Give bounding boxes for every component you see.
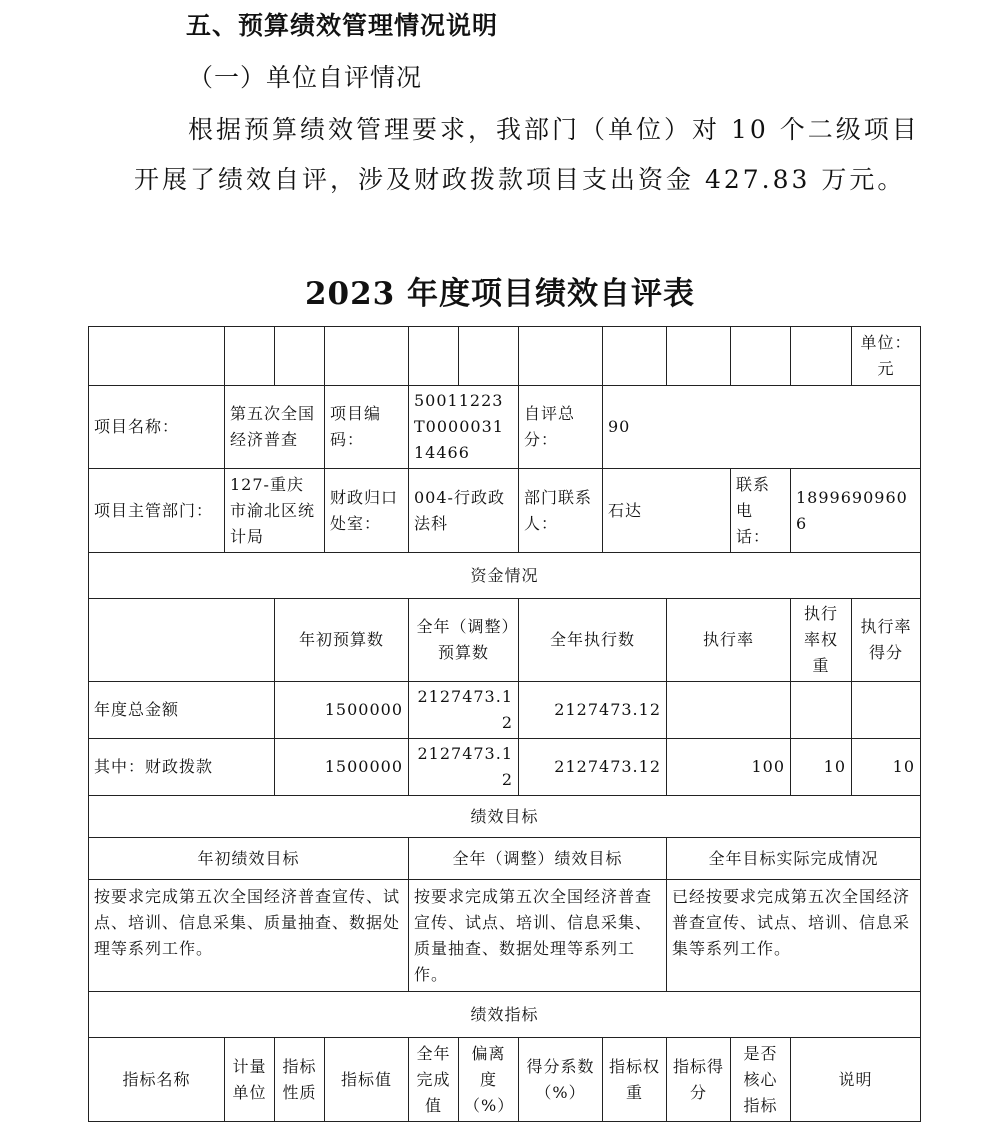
indicator-core-header: 是否核心指标: [731, 1038, 791, 1122]
empty-cell: [275, 327, 325, 386]
adjusted-goal-header: 全年（调整）绩效目标: [409, 838, 667, 880]
funds-section-row: [89, 553, 921, 599]
indicator-deviation-header: 偏离度（%）: [459, 1038, 519, 1122]
funds-section-title: 资金情况: [89, 553, 921, 599]
project-name-row: [89, 386, 921, 469]
initial-budget-header: 年初预算数: [275, 599, 409, 682]
contact-person-label: 部门联系人：: [519, 469, 603, 553]
initial-budget-value: 1500000: [275, 739, 409, 796]
adjusted-budget-value: 2127473.12: [409, 682, 519, 739]
execution-score-header: 执行率得分: [852, 599, 921, 682]
department-label: 项目主管部门：: [89, 469, 225, 553]
funds-row-label: 年度总金额: [89, 682, 275, 739]
indicators-section-title: 绩效指标: [89, 992, 921, 1038]
initial-budget-value: 1500000: [275, 682, 409, 739]
empty-cell: [603, 327, 667, 386]
self-score-label: 自评总分：: [519, 386, 603, 469]
goals-section-title: 绩效目标: [89, 796, 921, 838]
unit-row: [89, 327, 921, 386]
contact-person-value: 石达: [603, 469, 731, 553]
sub-heading: （一）单位自评情况: [188, 63, 423, 92]
initial-goal-header: 年初绩效目标: [89, 838, 409, 880]
execution-weight-value: [791, 682, 852, 739]
indicator-value-header: 指标值: [325, 1038, 409, 1122]
funds-row: [89, 739, 921, 796]
adjusted-budget-header: 全年（调整）预算数: [409, 599, 519, 682]
funds-header-row: [89, 599, 921, 682]
project-name-label: 项目名称：: [89, 386, 225, 469]
execution-weight-header: 执行率权重: [791, 599, 852, 682]
empty-cell: [225, 327, 275, 386]
department-value: 127-重庆市渝北区统计局: [225, 469, 325, 553]
goals-content-row: [89, 880, 921, 992]
actual-completion-text: 已经按要求完成第五次全国经济普查宣传、试点、培训、信息采集等系列工作。: [667, 880, 921, 992]
finance-office-label: 财政归口处室：: [325, 469, 409, 553]
actual-completion-header: 全年目标实际完成情况: [667, 838, 921, 880]
intro-paragraph-line-2: 开展了绩效自评，涉及财政拨款项目支出资金 427.83 万元。: [134, 165, 906, 194]
execution-rate-header: 执行率: [667, 599, 791, 682]
empty-cell: [325, 327, 409, 386]
performance-self-evaluation-table: [88, 326, 921, 1122]
indicator-score-header: 指标得分: [667, 1038, 731, 1122]
empty-cell: [89, 599, 275, 682]
indicator-weight-header: 指标权重: [603, 1038, 667, 1122]
execution-score-value: [852, 682, 921, 739]
execution-score-value: 10: [852, 739, 921, 796]
execution-rate-value: 100: [667, 739, 791, 796]
phone-value: 18996909606: [791, 469, 921, 553]
empty-cell: [519, 327, 603, 386]
indicators-section-row: [89, 992, 921, 1038]
empty-cell: [409, 327, 459, 386]
department-row: [89, 469, 921, 553]
execution-header: 全年执行数: [519, 599, 667, 682]
funds-row: [89, 682, 921, 739]
indicator-name-header: 指标名称: [89, 1038, 225, 1122]
section-heading: 五、预算绩效管理情况说明: [186, 11, 499, 40]
empty-cell: [667, 327, 731, 386]
adjusted-goal-text: 按要求完成第五次全国经济普查宣传、试点、培训、信息采集、质量抽查、数据处理等系列工作。: [409, 880, 667, 992]
intro-paragraph-line-1: 根据预算绩效管理要求，我部门（单位）对 10 个二级项目: [188, 115, 920, 144]
indicator-coefficient-header: 得分系数（%）: [519, 1038, 603, 1122]
finance-office-value: 004-行政政法科: [409, 469, 519, 553]
project-name-value: 第五次全国经济普查: [225, 386, 325, 469]
indicator-completed-header: 全年完成值: [409, 1038, 459, 1122]
execution-weight-value: 10: [791, 739, 852, 796]
goals-header-row: [89, 838, 921, 880]
self-score-value: 90: [603, 386, 921, 469]
empty-cell: [459, 327, 519, 386]
empty-cell: [89, 327, 225, 386]
execution-rate-value: [667, 682, 791, 739]
goals-section-row: [89, 796, 921, 838]
empty-cell: [791, 327, 852, 386]
initial-goal-text: 按要求完成第五次全国经济普查宣传、试点、培训、信息采集、质量抽查、数据处理等系列工作。: [89, 880, 409, 992]
empty-cell: [731, 327, 791, 386]
adjusted-budget-value: 2127473.12: [409, 739, 519, 796]
unit-label: 单位：元: [852, 327, 921, 386]
indicator-unit-header: 计量单位: [225, 1038, 275, 1122]
indicators-header-row: [89, 1038, 921, 1122]
indicator-remark-header: 说明: [791, 1038, 921, 1122]
funds-row-label: 其中：财政拨款: [89, 739, 275, 796]
execution-value: 2127473.12: [519, 739, 667, 796]
table-title: 2023 年度项目绩效自评表: [304, 276, 696, 312]
project-code-label: 项目编码：: [325, 386, 409, 469]
phone-label: 联系电话：: [731, 469, 791, 553]
project-code-value: 50011223T000003114466: [409, 386, 519, 469]
execution-value: 2127473.12: [519, 682, 667, 739]
indicator-nature-header: 指标性质: [275, 1038, 325, 1122]
